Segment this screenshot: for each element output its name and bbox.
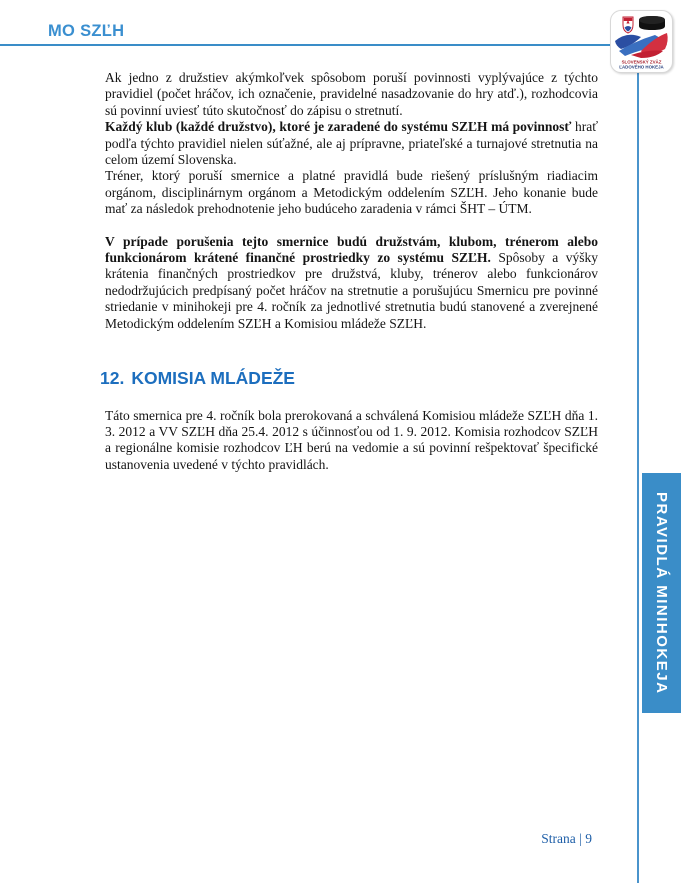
section-heading-komisia-mladeze [100, 368, 598, 389]
page-header-title: MO SZĽH [48, 22, 125, 40]
side-tab-pravidla-minihokeja [642, 473, 681, 713]
logo-caption-line1: SLOVENSKÝ ZVÄZ [621, 59, 662, 65]
slovak-coat-of-arms-icon [623, 17, 633, 33]
right-vertical-divider [637, 71, 639, 883]
document-body [100, 70, 598, 473]
paragraph-3 [105, 168, 598, 217]
header-divider [0, 44, 613, 46]
side-tab-label: PRAVIDLÁ MINIHOKEJA [653, 491, 670, 695]
paragraph-4 [105, 234, 598, 332]
logo-caption-line2: ĽADOVÉHO HOKEJA [619, 64, 664, 70]
paragraph-2 [105, 119, 598, 168]
szlh-logo-graphic [611, 11, 672, 72]
section-title: KOMISIA MLÁDEŽE [131, 368, 295, 389]
szlh-logo [610, 10, 673, 73]
logo-swoosh-icon [615, 33, 668, 58]
paragraph-1 [105, 70, 598, 119]
paragraph-2-text: hrať podľa týchto pravidiel nielen súťažné, ale aj prípravne, priateľské a turnajové stretnutia na celom území Slovenska. [105, 119, 598, 168]
paragraph-1-text: Ak jedno z družstiev akýmkoľvek spôsobom poruší povinnosti vyplývajúce z týchto pravidiel (počet hráčov, ich označenie, pravidelné nasadzovanie do hry atď.), rozhodcovia sú povinní uviesť túto skutočnosť do zápisu o stretnutí. [105, 70, 598, 118]
paragraph-4-text: Spôsoby a výšky krátenia finančných prostriedkov pre družstvá, kluby, trénerov alebo funkcionárov nedodržujúcich predpísaný počet hráčov na stretnutie a porušujúcu Smernicu pre povinné striedanie v minihokeji pre 4. ročník za jednotlivé stretnutia budú stanovené a zverejnené Metodickým oddelením SZĽH a Komisiou mládeže SZĽH. [105, 250, 598, 331]
paragraph-4-bold: V prípade porušenia tejto smernice budú družstvám, klubom, trénerom alebo funkcionárom krátené finančné prostriedky zo systému SZĽH. [105, 233, 598, 266]
paragraph-2-bold: Každý klub (každé družstvo), ktoré je zaradené do systému SZĽH má povinnosť [105, 119, 572, 135]
section-number: 12. [100, 368, 125, 389]
closing-paragraph: Táto smernica pre 4. ročník bola prerokovaná a schválená Komisiou mládeže SZĽH dňa 1. 3. 2012 a VV SZĽH dňa 25.4. 2012 s účinnosťou od 1. 9. 2012. Komisia rozhodcov SZĽH a regionálne komisie rozhodcov ĽH berú na vedomie a sú povinní rešpektovať špecifické ustanovenia uvedené v týchto pravidlách. [105, 407, 598, 472]
paragraph-3-text: Tréner, ktorý poruší smernice a platné pravidlá bude riešený príslušným riadiacim orgánom, disciplinárnym orgánom a Metodickým oddelením SZĽH. Jeho konanie bude mať za následok prehodnotenie jeho budúceho zaradenia v rámci ŠHT – ÚTM. [105, 168, 598, 217]
footer-page-label: Strana | 9 [541, 831, 592, 846]
hockey-puck-icon [639, 16, 665, 30]
